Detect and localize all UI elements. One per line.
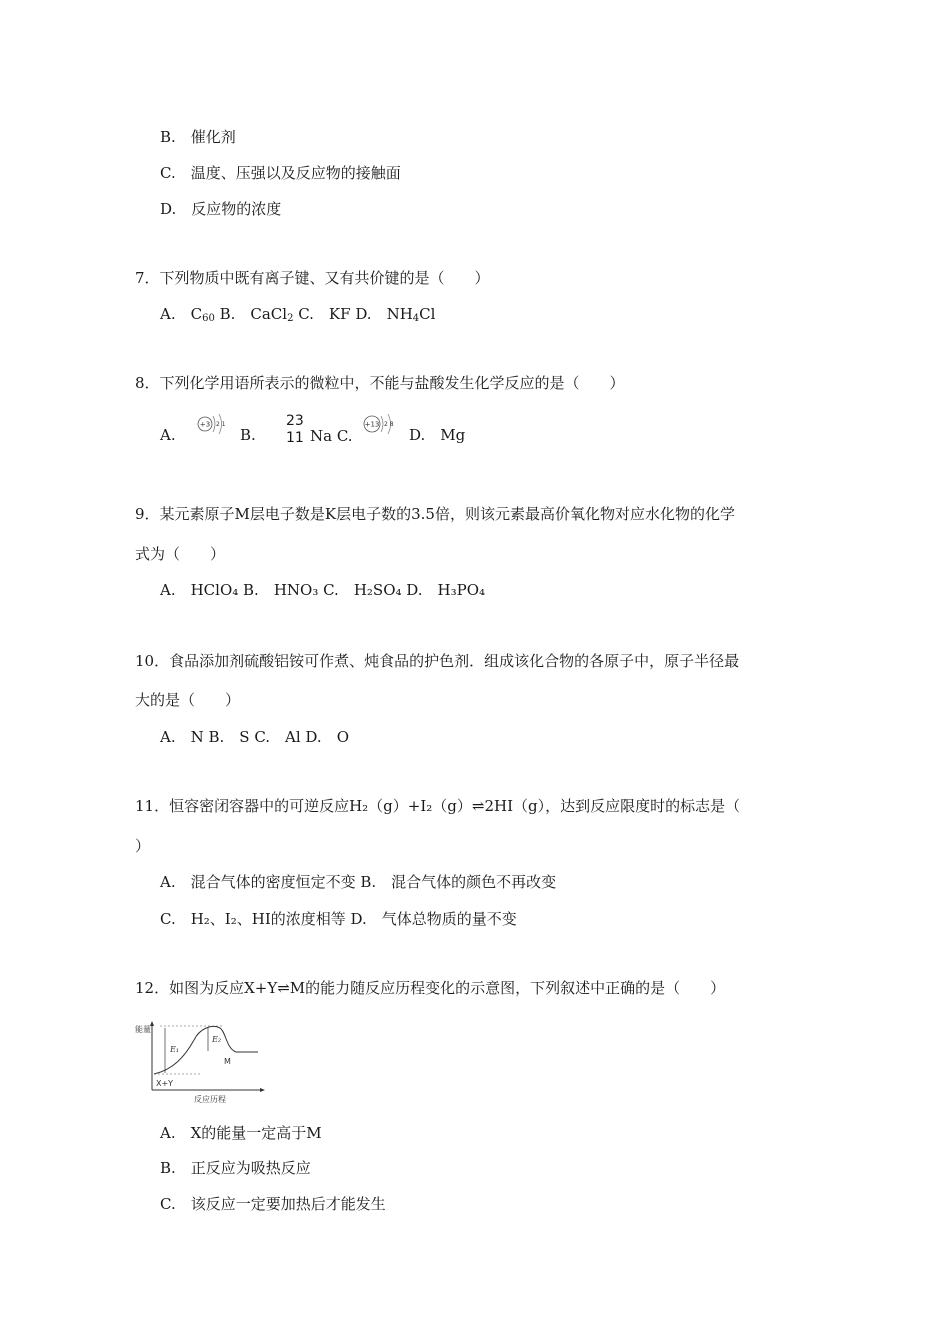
- graph-x-label: 反应历程: [194, 1095, 226, 1104]
- q10-stem-line2: 大的是（ ）: [135, 691, 241, 709]
- q12-option-b: B. 正反应为吸热反应: [160, 1159, 311, 1177]
- q6-option-c: C. 温度、压强以及反应物的接触面: [160, 164, 401, 182]
- atom-structure-diagram-a: [196, 410, 230, 438]
- q11-options-cd: C. H₂、I₂、HI的浓度相等 D. 气体总物质的量不变: [160, 910, 517, 928]
- graph-m-label: M: [224, 1057, 231, 1066]
- graph-xy-label: X+Y: [156, 1079, 174, 1088]
- atom-a-shells: 2 1: [216, 421, 226, 428]
- nuclide-atomic-number: 11: [286, 430, 304, 446]
- q7-opt-d-sub: 4: [412, 313, 420, 324]
- nuclide-symbol: Na C.: [310, 427, 353, 445]
- nuclide-mass-number: 23: [286, 413, 304, 429]
- q10-options: A. N B. S C. Al D. O: [160, 728, 349, 746]
- graph-e2-label: E₂: [212, 1035, 222, 1044]
- atom-c-shells: 2 8: [384, 421, 394, 428]
- q8-opt-b-nuclide: [286, 411, 353, 447]
- q9-stem-line1: 9．某元素原子M层电子数是K层电子数的3.5倍，则该元素最高价氧化物对应水化物的化学: [135, 505, 735, 523]
- graph-y-label: 能量: [135, 1025, 151, 1034]
- energy-reaction-diagram: [132, 1018, 268, 1104]
- atom-structure-diagram-c: [362, 410, 400, 438]
- q7-opt-a: A. C: [160, 305, 203, 323]
- q11-stem-line1: 11．恒容密闭容器中的可逆反应H₂（g）+I₂（g）⇌2HI（g），达到反应限度时的标志是（: [135, 797, 741, 815]
- q7-stem: 7．下列物质中既有离子键、又有共价键的是（ ）: [135, 269, 490, 287]
- q7-options: [160, 304, 435, 329]
- q8-opt-b-label: B.: [240, 426, 256, 444]
- q10-stem-line1: 10．食品添加剂硫酸铝铵可作煮、炖食品的护色剂．组成该化合物的各原子中，原子半径最: [135, 652, 740, 670]
- q7-opt-b-sub: 2: [287, 313, 294, 324]
- q8-opt-d: D. Mg: [409, 426, 466, 444]
- q8-opt-a-label: A.: [160, 426, 176, 444]
- nuclide-notation: [286, 411, 310, 447]
- q11-options-ab: A. 混合气体的密度恒定不变 B. 混合气体的颜色不再改变: [160, 873, 557, 891]
- q9-options: A. HClO₄ B. HNO₃ C. H₂SO₄ D. H₃PO₄: [160, 581, 486, 599]
- q9-stem-line2: 式为（ ）: [135, 545, 226, 563]
- q7-opt-b: B. CaCl: [214, 305, 288, 323]
- q8-stem: 8．下列化学用语所表示的微粒中，不能与盐酸发生化学反应的是（ ）: [135, 374, 625, 392]
- graph-e1-label: E₁: [170, 1045, 180, 1054]
- q11-stem-line2: ）: [135, 837, 151, 855]
- q12-option-c: C. 该反应一定要加热后才能发生: [160, 1195, 386, 1213]
- q6-option-b: B. 催化剂: [160, 128, 236, 146]
- atom-a-nucleus: +3: [199, 420, 211, 429]
- q12-stem: 12．如图为反应X+Y⇌M的能力随反应历程变化的示意图，下列叙述中正确的是（ ）: [135, 979, 726, 997]
- q7-opt-a-sub: 60: [202, 313, 215, 324]
- q7-opt-cd: C. KF D. NH: [293, 305, 413, 323]
- atom-c-nucleus: +13: [364, 420, 380, 429]
- q6-option-d: D. 反应物的浓度: [160, 200, 282, 218]
- q7-opt-d-tail: Cl: [419, 305, 436, 323]
- q12-option-a: A. X的能量一定高于M: [160, 1124, 322, 1142]
